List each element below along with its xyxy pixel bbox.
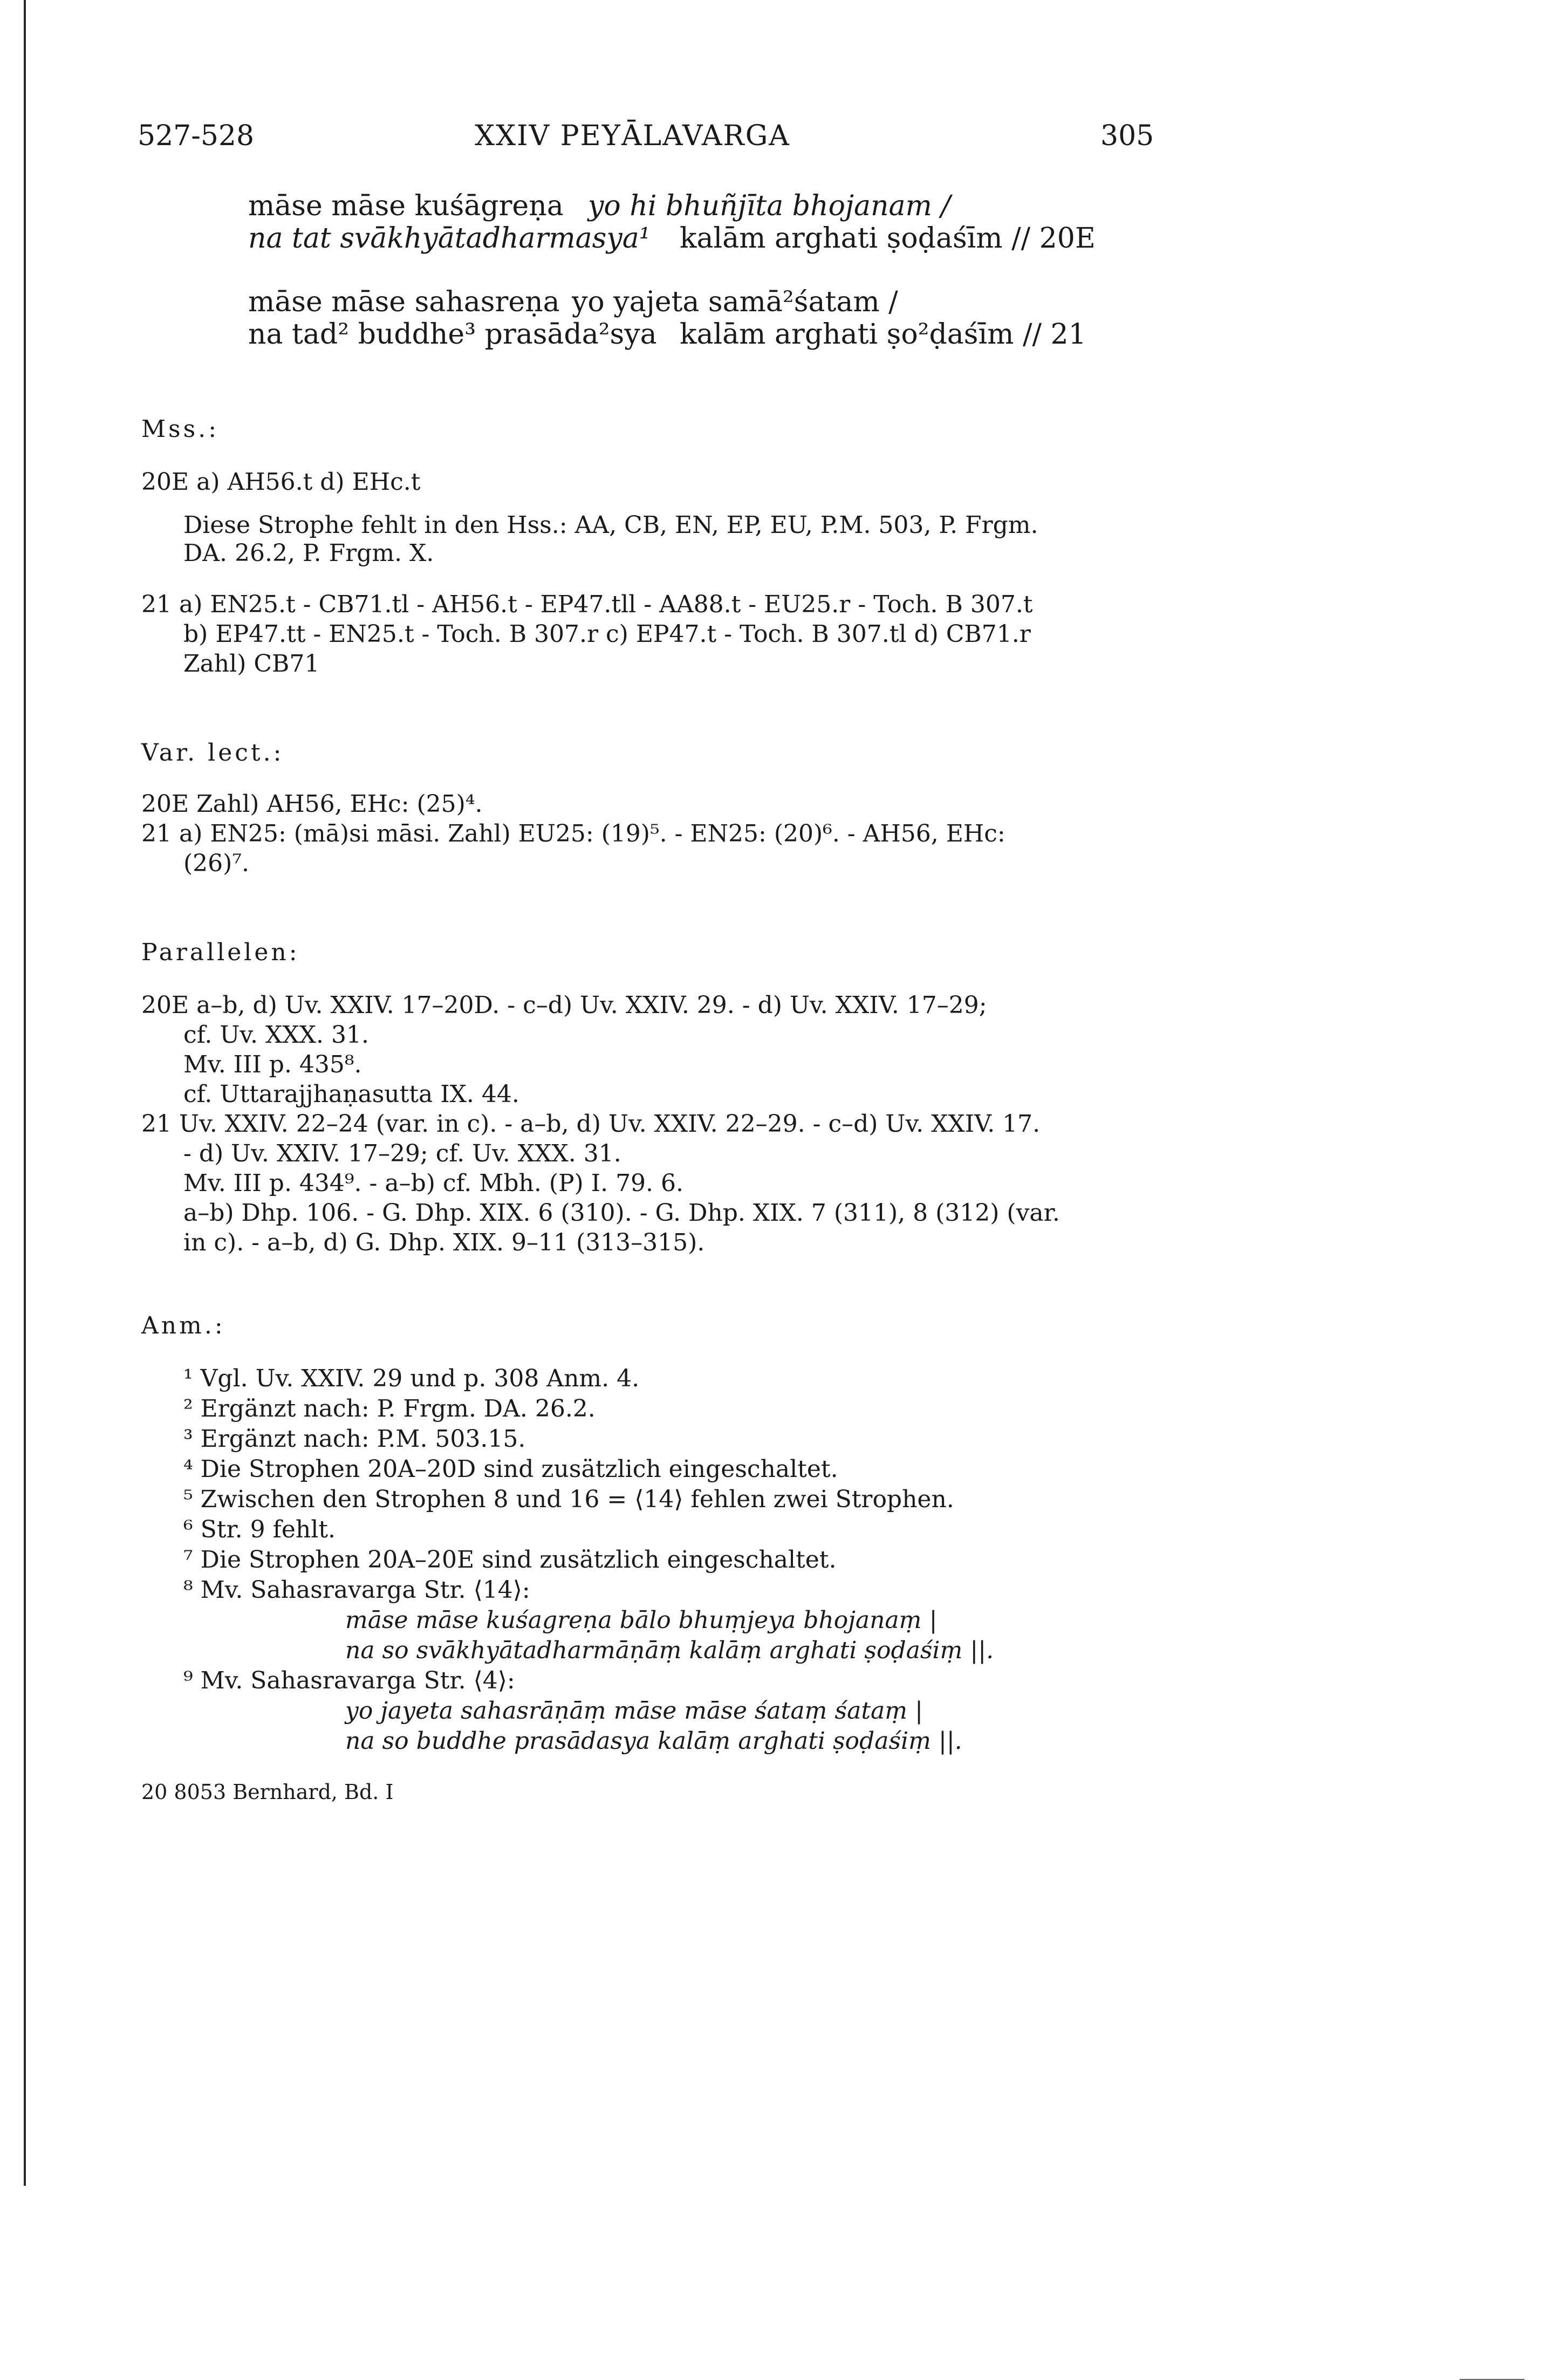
parallelen-entry: cf. Uv. XXX. 31. bbox=[183, 1021, 369, 1049]
mss-heading: Mss.: bbox=[141, 415, 220, 443]
mss-entry: Diese Strophe fehlt in den Hss.: AA, CB, EN, EP, EU, P.M. 503, P. Frgm. bbox=[183, 511, 1038, 539]
varlect-heading: Var. lect.: bbox=[141, 739, 284, 767]
header-chapter-title: XXIV PEYĀLAVARGA bbox=[475, 120, 790, 152]
parallelen-entry: 20E a–b, d) Uv. XXIV. 17–20D. - c–d) Uv. XXIV. 29. - d) Uv. XXIV. 17–29; bbox=[141, 991, 987, 1019]
anm-note: ¹ Vgl. Uv. XXIV. 29 und p. 308 Anm. 4. bbox=[183, 1365, 640, 1392]
header-page-range: 527-528 bbox=[138, 120, 255, 152]
anm-note: ⁴ Die Strophen 20A–20D sind zusätzlich eingeschaltet. bbox=[183, 1455, 838, 1483]
printer-footer: 20 8053 Bernhard, Bd. I bbox=[141, 1780, 394, 1804]
header-page-number: 305 bbox=[1100, 120, 1154, 152]
verse-21-line-1b: yo yajeta samā²śatam / bbox=[572, 286, 898, 318]
parallelen-entry: - d) Uv. XXIV. 17–29; cf. Uv. XXX. 31. bbox=[183, 1140, 621, 1167]
page-binding-edge bbox=[24, 0, 26, 2186]
verse-21-line-1a: māse māse sahasreṇa bbox=[248, 286, 560, 318]
parallelen-heading: Parallelen: bbox=[141, 939, 300, 966]
mss-entry: 21 a) EN25.t - CB71.tl - AH56.t - EP47.tll - AA88.t - EU25.r - Toch. B 307.t bbox=[141, 591, 1033, 618]
anm-note: ⁶ Str. 9 fehlt. bbox=[183, 1516, 336, 1543]
parallelen-entry: Mv. III p. 434⁹. - a–b) cf. Mbh. (P) I. 79. 6. bbox=[183, 1170, 684, 1197]
verse-21-line-2b: kalām arghati ṣo²ḍaśīm // 21 bbox=[680, 318, 1086, 351]
anm-note: ² Ergänzt nach: P. Frgm. DA. 26.2. bbox=[183, 1395, 596, 1422]
parallelen-entry: in c). - a–b, d) G. Dhp. XIX. 9–11 (313–315). bbox=[183, 1229, 705, 1256]
verse-20e-line-1b: yo hi bhuñjīta bhojanam / bbox=[588, 190, 950, 222]
anm-note-verse: māse māse kuśagreṇa bālo bhuṃjeya bhojanaṃ | bbox=[345, 1606, 938, 1634]
mss-entry: Zahl) CB71 bbox=[183, 650, 320, 678]
anm-note: ⁹ Mv. Sahasravarga Str. ⟨4⟩: bbox=[183, 1667, 515, 1694]
parallelen-entry: cf. Uttarajjhaṇasutta IX. 44. bbox=[183, 1080, 519, 1108]
anm-note: ³ Ergänzt nach: P.M. 503.15. bbox=[183, 1425, 526, 1453]
parallelen-entry: 21 Uv. XXIV. 22–24 (var. in c). - a–b, d) Uv. XXIV. 22–29. - c–d) Uv. XXIV. 17. bbox=[141, 1110, 1041, 1138]
varlect-entry: 20E Zahl) AH56, EHc: (25)⁴. bbox=[141, 790, 483, 818]
verse-21-line-2a: na tad² buddhe³ prasāda²sya bbox=[248, 318, 657, 351]
mss-entry: DA. 26.2, P. Frgm. X. bbox=[183, 539, 434, 567]
varlect-entry: (26)⁷. bbox=[183, 850, 249, 877]
anm-note-verse: yo jayeta sahasrāṇāṃ māse māse śataṃ śataṃ | bbox=[345, 1697, 923, 1725]
mss-entry: b) EP47.tt - EN25.t - Toch. B 307.r c) EP47.t - Toch. B 307.tl d) CB71.r bbox=[183, 620, 1031, 648]
verse-20e-line-2b: kalām arghati ṣoḍaśīm // 20E bbox=[680, 222, 1096, 255]
parallelen-entry: a–b) Dhp. 106. - G. Dhp. XIX. 6 (310). - G. Dhp. XIX. 7 (311), 8 (312) (var. bbox=[183, 1199, 1060, 1227]
mss-entry: 20E a) AH56.t d) EHc.t bbox=[141, 468, 421, 496]
anm-heading: Anm.: bbox=[141, 1312, 225, 1339]
anm-note: ⁵ Zwischen den Strophen 8 und 16 = ⟨14⟩ fehlen zwei Strophen. bbox=[183, 1486, 954, 1513]
anm-note-verse: na so svākhyātadharmāṇāṃ kalāṃ arghati ṣoḍaśiṃ ||. bbox=[345, 1637, 994, 1664]
anm-note: ⁸ Mv. Sahasravarga Str. ⟨14⟩: bbox=[183, 1576, 530, 1604]
verse-20e-line-1a: māse māse kuśāgreṇa bbox=[248, 190, 564, 222]
verse-20e-line-2a: na tat svākhyātadharmasya¹ bbox=[248, 222, 651, 255]
varlect-entry: 21 a) EN25: (mā)si māsi. Zahl) EU25: (19)⁵. - EN25: (20)⁶. - AH56, EHc: bbox=[141, 820, 1005, 847]
parallelen-entry: Mv. III p. 435⁸. bbox=[183, 1051, 362, 1078]
anm-note-verse: na so buddhe prasādasya kalāṃ arghati ṣoḍaśiṃ ||. bbox=[345, 1727, 962, 1755]
anm-note: ⁷ Die Strophen 20A–20E sind zusätzlich eingeschaltet. bbox=[183, 1546, 837, 1574]
